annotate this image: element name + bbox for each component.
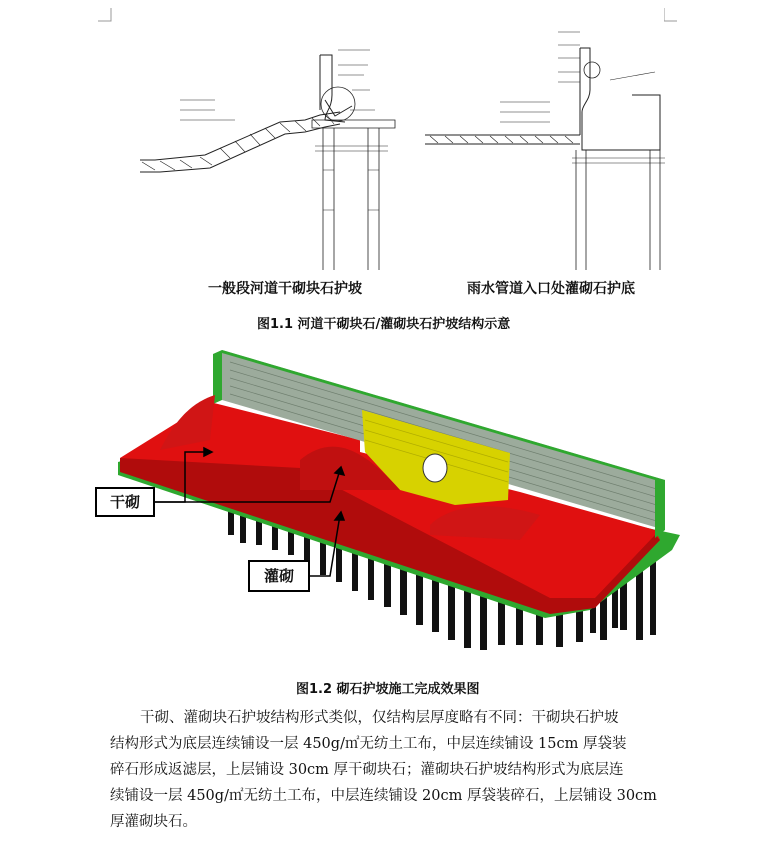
body-line-1: 干砌、灌砌块石护坡结构形式类似，仅结构层厚度略有不同：干砌块石护坡 (140, 710, 619, 726)
body-line-2: 结构形式为底层连续铺设一层 450g/㎡无纺土工布，中层连续铺设 15cm 厚袋装 (110, 736, 627, 752)
page-corner-mark-left (98, 8, 112, 22)
figure1-drawings (120, 20, 665, 275)
left-slope-drawing (140, 50, 395, 270)
body-line-5: 厚灌砌块石。 (110, 814, 197, 830)
figure1-right-caption: 雨水管道入口处灌砌石护底 (467, 281, 635, 297)
body-paragraph (110, 705, 670, 835)
label-grouted-masonry: 灌砌 (248, 560, 310, 592)
label-dry-masonry: 干砌 (95, 487, 155, 517)
figure1-left-caption: 一般段河道干砌块石护坡 (208, 281, 362, 297)
body-line-4: 续铺设一层 450g/㎡无纺土工布，中层连续铺设 20cm 厚袋装碎石，上层铺设 30cm (110, 788, 657, 804)
right-bed-drawing (425, 32, 665, 270)
figure2-caption: 图1.2 砌石护坡施工完成效果图 (296, 682, 480, 697)
page-corner-mark-right (664, 8, 678, 22)
figure1-caption: 图1.1 河道干砌块石/灌砌块石护坡结构示意 (257, 317, 511, 332)
body-line-3: 碎石形成返滤层，上层铺设 30cm 厚干砌块石；灌砌块石护坡结构形式为底层连 (110, 762, 624, 778)
